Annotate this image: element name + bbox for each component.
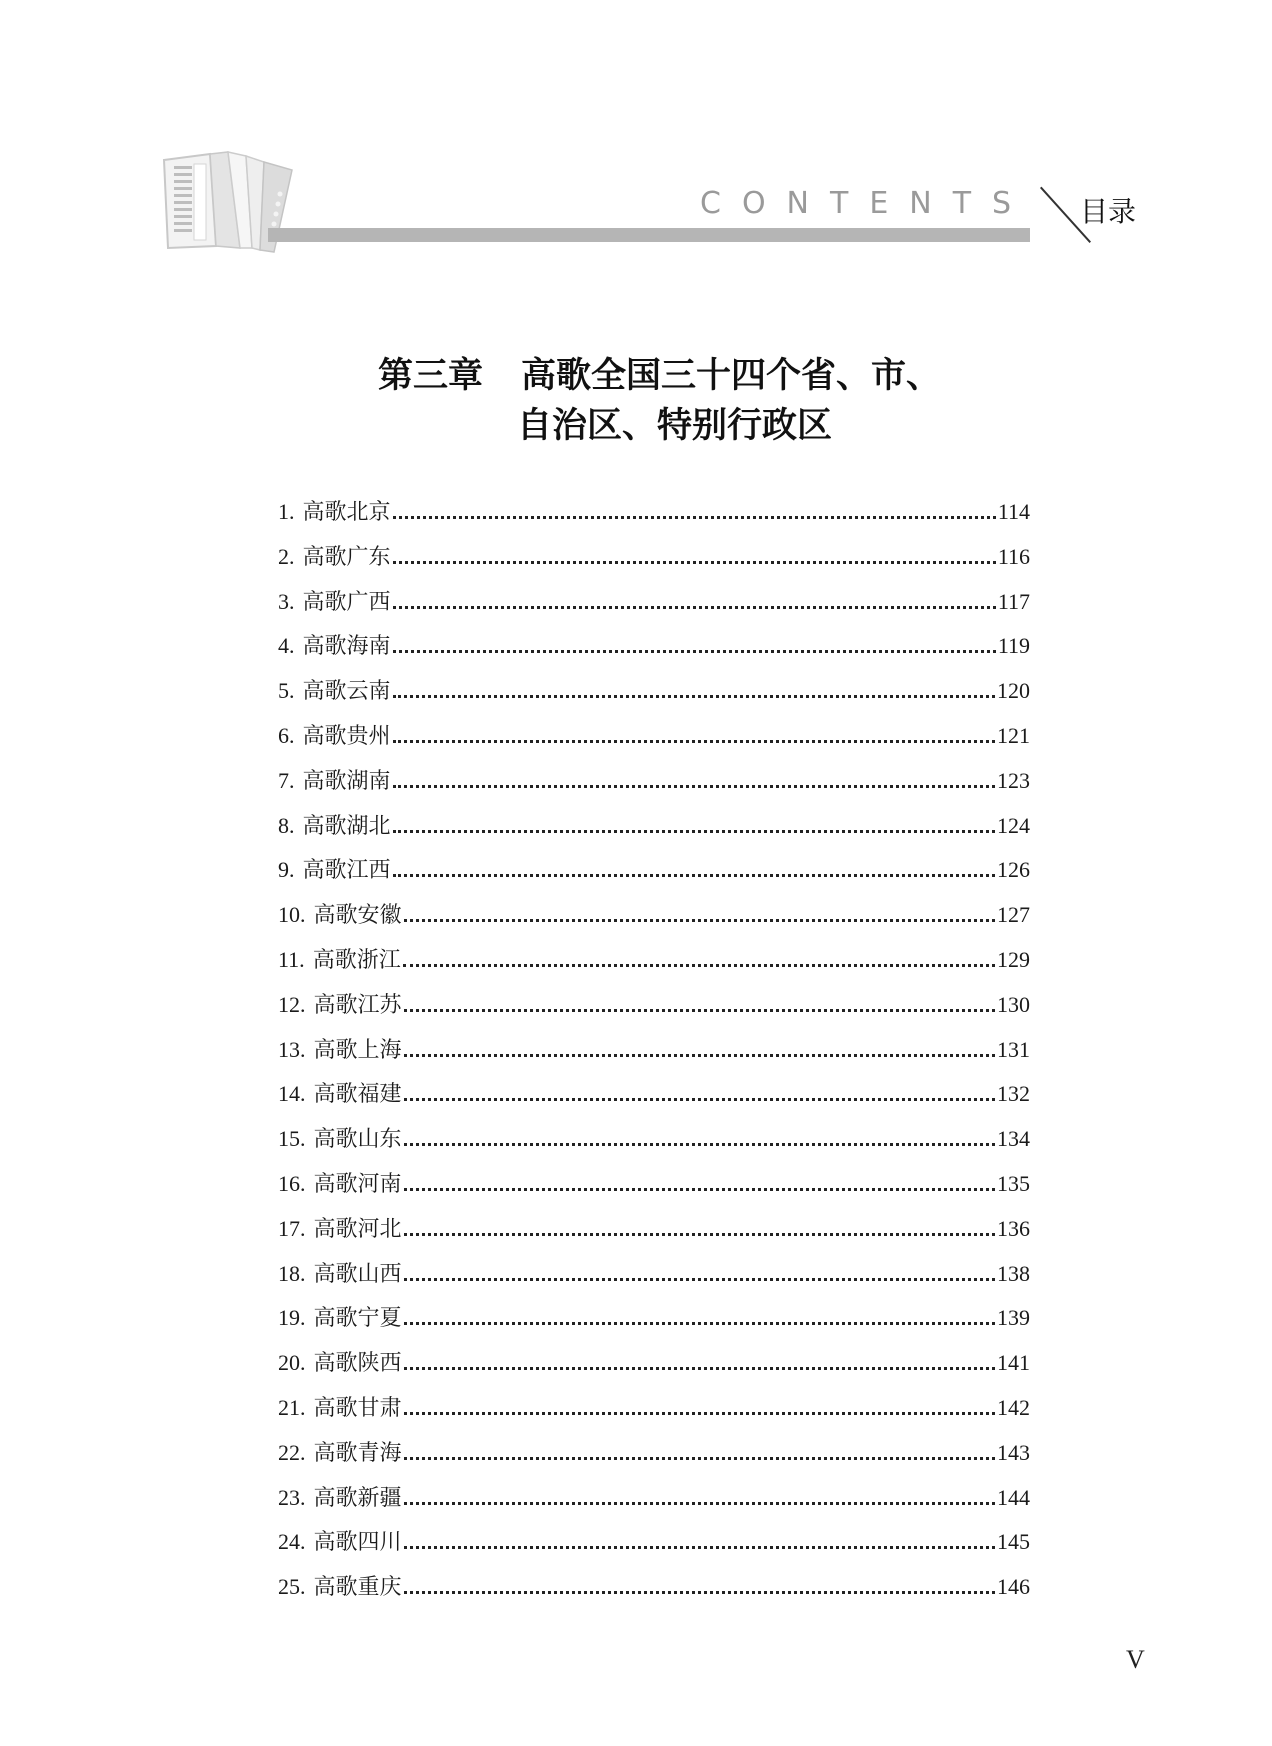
- toc-entry-page: 143: [997, 1439, 1030, 1465]
- dot-leader: [393, 695, 995, 698]
- toc-entry-index: 18.: [278, 1260, 306, 1286]
- chapter-title-line-1: [378, 348, 941, 398]
- toc-entry[interactable]: [278, 943, 1030, 988]
- toc-entry[interactable]: [278, 1481, 1030, 1526]
- toc-entry-index: 1.: [278, 499, 295, 524]
- toc-entry-page: 129: [997, 946, 1030, 972]
- dot-leader: [404, 1009, 995, 1012]
- dot-leader: [404, 1278, 995, 1281]
- toc-entry-label: 高歌上海: [313, 1036, 402, 1062]
- toc-entry[interactable]: [278, 809, 1030, 854]
- dot-leader: [393, 830, 995, 833]
- toc-entry-index: 2.: [278, 543, 295, 569]
- toc-entry-label: 高歌云南: [302, 678, 391, 704]
- toc-entry[interactable]: [278, 495, 1030, 540]
- toc-label: 目录: [1080, 195, 1137, 228]
- chapter-title-text-1: 高歌全国三十四个省、市、: [521, 356, 942, 395]
- toc-entry-label: 高歌江苏: [313, 991, 402, 1017]
- toc-entry-label: 高歌广东: [302, 543, 391, 569]
- toc-entry-page: 131: [997, 1036, 1030, 1062]
- toc-entry-label: 高歌广西: [302, 588, 391, 614]
- toc-entry-index: 9.: [278, 857, 295, 883]
- toc-entry[interactable]: [278, 1570, 1030, 1615]
- toc-entry-page: 116: [997, 543, 1030, 569]
- table-of-contents: [278, 495, 1030, 1615]
- toc-entry-index: 20.: [278, 1350, 306, 1376]
- toc-entry-index: 25.: [278, 1574, 306, 1600]
- toc-entry-page: 132: [997, 1081, 1030, 1107]
- toc-entry[interactable]: [278, 1257, 1030, 1302]
- toc-entry-page: 146: [997, 1574, 1030, 1600]
- dot-leader: [404, 1143, 995, 1146]
- toc-entry-index: 6.: [278, 722, 295, 748]
- toc-entry-index: 8.: [278, 812, 295, 838]
- toc-entry-index: 12.: [278, 991, 306, 1017]
- toc-entry-page: 123: [997, 767, 1030, 793]
- toc-entry[interactable]: [278, 1122, 1030, 1167]
- toc-entry[interactable]: [278, 1391, 1030, 1436]
- toc-entry-index: 14.: [278, 1081, 306, 1107]
- toc-entry[interactable]: [278, 1033, 1030, 1078]
- toc-entry[interactable]: [278, 764, 1030, 809]
- page-number: V: [1126, 1645, 1145, 1674]
- toc-entry-page: 119: [997, 633, 1030, 659]
- toc-entry-index: 15.: [278, 1126, 306, 1152]
- toc-entry-page: 142: [997, 1394, 1030, 1420]
- toc-entry-index: 5.: [278, 678, 295, 704]
- toc-entry-index: 19.: [278, 1305, 306, 1331]
- dot-leader: [393, 561, 996, 564]
- toc-entry[interactable]: [278, 1167, 1030, 1212]
- toc-entry[interactable]: [278, 1301, 1030, 1346]
- toc-entry[interactable]: [278, 629, 1030, 674]
- toc-entry-page: 135: [997, 1170, 1030, 1196]
- toc-entry[interactable]: [278, 540, 1030, 585]
- toc-entry-page: 130: [997, 991, 1030, 1017]
- dot-leader: [404, 1591, 995, 1594]
- dot-leader: [404, 1546, 995, 1549]
- toc-entry-page: 144: [997, 1484, 1030, 1510]
- dot-leader: [404, 1233, 995, 1236]
- chapter-title-line-2: 自治区、特别行政区: [517, 406, 833, 445]
- dot-leader: [393, 650, 996, 653]
- toc-entry-index: 21.: [278, 1394, 306, 1420]
- toc-entry-page: 139: [997, 1305, 1030, 1331]
- toc-entry[interactable]: [278, 585, 1030, 630]
- toc-entry-label: 高歌四川: [313, 1529, 402, 1555]
- toc-entry-page: 141: [997, 1350, 1030, 1376]
- toc-entry-label: 高歌重庆: [313, 1574, 402, 1600]
- toc-entry-label: 高歌山西: [313, 1260, 402, 1286]
- toc-entry-page: 145: [997, 1529, 1030, 1555]
- toc-entry[interactable]: [278, 1212, 1030, 1257]
- dot-leader: [404, 1054, 995, 1057]
- toc-entry[interactable]: [278, 1346, 1030, 1391]
- toc-entry-index: 22.: [278, 1439, 306, 1465]
- dot-leader: [404, 1457, 995, 1460]
- toc-entry-index: 4.: [278, 633, 295, 659]
- toc-entry-label: 高歌河南: [313, 1170, 402, 1196]
- toc-entry-index: 10.: [278, 902, 306, 928]
- dot-leader: [404, 1322, 995, 1325]
- dot-leader: [404, 1188, 995, 1191]
- dot-leader: [404, 1098, 995, 1101]
- toc-entry-label: 高歌新疆: [313, 1484, 402, 1510]
- toc-entry[interactable]: [278, 1525, 1030, 1570]
- toc-entry-page: 127: [997, 902, 1030, 928]
- dot-leader: [393, 606, 996, 609]
- toc-entry[interactable]: [278, 853, 1030, 898]
- toc-entry-label: 高歌海南: [302, 633, 391, 659]
- toc-entry-page: 136: [997, 1215, 1030, 1241]
- toc-entry-label: 高歌北京: [302, 499, 391, 524]
- toc-entry-index: 11.: [278, 946, 305, 972]
- toc-entry-label: 高歌湖南: [302, 767, 391, 793]
- toc-entry-page: 134: [997, 1126, 1030, 1152]
- toc-entry-index: 24.: [278, 1529, 306, 1555]
- chapter-number: 第三章: [378, 356, 484, 395]
- toc-entry-label: 高歌浙江: [312, 946, 401, 972]
- toc-entry-page: 114: [997, 499, 1030, 524]
- dot-leader: [404, 1367, 995, 1370]
- toc-entry-label: 高歌安徽: [313, 902, 402, 928]
- dot-leader: [393, 874, 995, 877]
- toc-entry-label: 高歌甘肃: [313, 1394, 402, 1420]
- toc-entry[interactable]: [278, 719, 1030, 764]
- toc-entry-label: 高歌河北: [313, 1215, 402, 1241]
- toc-entry-page: 138: [997, 1260, 1030, 1286]
- toc-entry-page: 124: [997, 812, 1030, 838]
- dot-leader: [393, 740, 995, 743]
- toc-entry-index: 7.: [278, 767, 295, 793]
- contents-heading: CONTENTS: [700, 186, 1033, 221]
- dot-leader: [393, 785, 995, 788]
- toc-entry[interactable]: [278, 1436, 1030, 1481]
- toc-entry-index: 17.: [278, 1215, 306, 1241]
- toc-entry-page: 126: [997, 857, 1030, 883]
- toc-entry-label: 高歌山东: [313, 1126, 402, 1152]
- toc-entry-index: 3.: [278, 588, 295, 614]
- toc-entry-label: 高歌宁夏: [313, 1305, 402, 1331]
- dot-leader: [404, 1412, 995, 1415]
- toc-entry-label: 高歌湖北: [302, 812, 391, 838]
- toc-entry-page: 120: [997, 678, 1030, 704]
- toc-entry-page: 121: [997, 722, 1030, 748]
- dot-leader: [404, 1502, 995, 1505]
- toc-entry-label: 高歌青海: [313, 1439, 402, 1465]
- dot-leader: [403, 964, 995, 967]
- toc-entry[interactable]: [278, 674, 1030, 719]
- toc-entry-label: 高歌江西: [302, 857, 391, 883]
- toc-entry-index: 13.: [278, 1036, 306, 1062]
- dot-leader: [393, 516, 996, 519]
- toc-entry[interactable]: [278, 898, 1030, 943]
- toc-entry-label: 高歌贵州: [302, 722, 391, 748]
- toc-entry-index: 16.: [278, 1170, 306, 1196]
- toc-entry-label: 高歌陕西: [313, 1350, 402, 1376]
- toc-entry-label: 高歌福建: [313, 1081, 402, 1107]
- toc-entry[interactable]: [278, 1077, 1030, 1122]
- header-bar: [268, 228, 1030, 242]
- toc-entry-index: 23.: [278, 1484, 306, 1510]
- dot-leader: [404, 919, 995, 922]
- toc-entry[interactable]: [278, 988, 1030, 1033]
- toc-entry-page: 117: [997, 588, 1030, 614]
